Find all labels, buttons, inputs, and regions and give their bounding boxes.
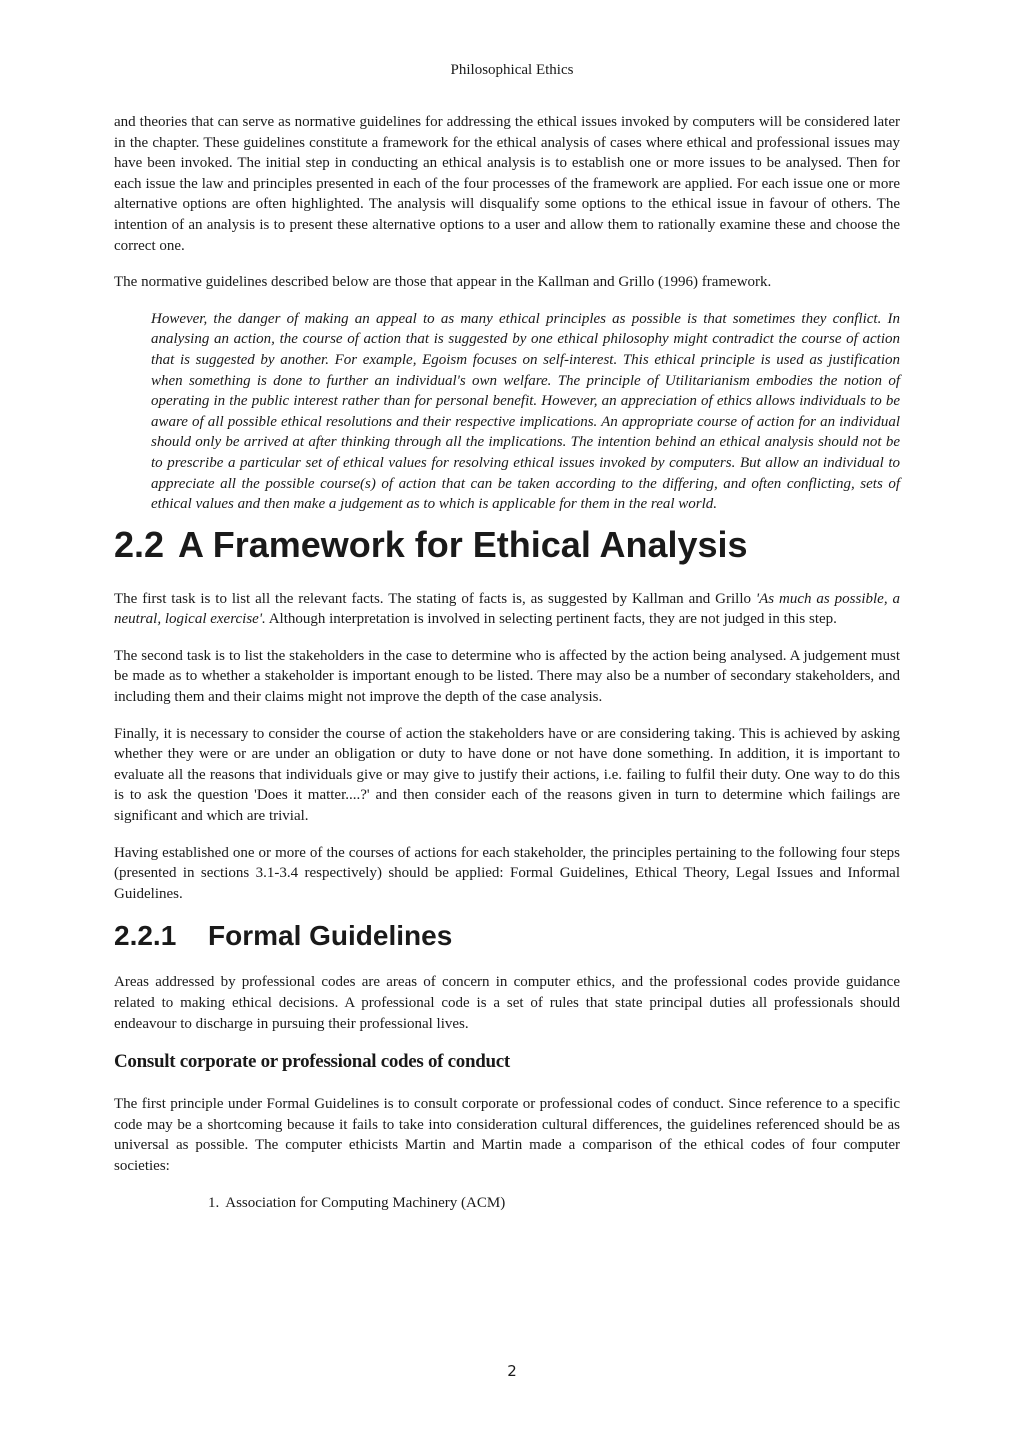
codes-of-conduct-heading: Consult corporate or professional codes of conduct [114,1051,510,1073]
list-item-text: Association for Computing Machinery (ACM) [225,1194,506,1211]
running-header: Philosophical Ethics [450,62,574,78]
framework-p1-quote: 'As much as possible, a neutral, logical exercise'. [114,590,901,628]
framework-paragraph-1 [114,589,900,630]
framework-p1-tail: Although interpretation is involved in selecting pertinent facts, they are not judged in this step. [265,611,837,628]
formal-guidelines-paragraph-1: Areas addressed by professional codes are areas of concern in computer ethics, and the professional codes provide guidance related to making ethical decisions. A professional code is a set of rules that state principal duties all professionals should endeavour to discharge in pursuing their professional lives. [114,974,900,1032]
intro-paragraph-1: and theories that can serve as normative guidelines for addressing the ethical issues invoked by computers will be considered later in the chapter. These guidelines constitute a framework for the ethical analysis of cases where ethical and professional issues may have been invoked. The initial step in conducting an ethical analysis is to establish one or more issues to be analysed. Then for each issue the law and principles presented in each of the four processes of the framework are applied. For each issue one or more alternative options are often highlighted. The analysis will disqualify some options to the ethical issue in favour of others. The intention of an analysis is to present these alternative options to a user and allow them to rationally examine these and choose the correct one. [114,114,900,254]
framework-paragraph-4: Having established one or more of the courses of actions for each stakeholder, the principles pertaining to the following four steps (presented in sections 3.1-3.4 respectively) should be applied: Formal Guidelines, Ethical Theory, Legal Issues and Informal Guidelines. [114,844,900,902]
section-heading-2-2-1 [114,920,900,952]
block-quote: However, the danger of making an appeal to as many ethical principles as possible is that sometimes they conflict. In analysing an action, the course of action that is suggested by one ethical philosophy might contradict the course of action that is suggested by another. For example, Egoism focuses on self-interest. This ethical principle is used as justification when something is done to further an individual's own welfare. The principle of Utilitarianism embodies the notion of operating in the public interest rather than for personal benefit. However, an appreciation of ethics allows individuals to be aware of all possible ethical resolutions and their respective implications. An appropriate course of action for an individual should only be arrived at after thinking through all the implications. The intention behind an ethical analysis should not be to prescribe a particular set of ethical values for resolving ethical issues invoked by computers. But allow an individual to appreciate all the possible course(s) of action that can be taken according to the differing, and often conflicting, sets of ethical values and then make a judgement as to which is applicable for them in the real world. [151,310,900,513]
framework-paragraph-3: Finally, it is necessary to consider the course of action the stakeholders have or are considering taking. This is achieved by asking whether they were or are under an obligation or duty to have done or not have done something. In addition, it is important to evaluate all the reasons that individuals give or may give to justify their actions, i.e. failing to fulfil their duty. One way to do this is to ask the question 'Does it matter....?' and then consider each of the reasons given in turn to determine which failings are significant and which are trivial. [114,725,900,825]
computer-societies-list [114,1193,900,1213]
framework-paragraph-2: The second task is to list the stakeholders in the case to determine who is affected by the action being analysed. A judgement must be made as to whether a stakeholder is important enough to be listed. There may also be a number of secondary stakeholders, and including them and their claims might not improve the depth of the case analysis. [114,647,900,706]
section-heading-2-2 [114,525,900,565]
intro-paragraph-2: The normative guidelines described below are those that appear in the Kallman and Grillo (1996) framework. [114,274,772,291]
formal-guidelines-paragraph-2: The first principle under Formal Guidelines is to consult corporate or professional codes of conduct. Since reference to a specific code may be a shortcoming because it fails to take into consideration cultural differences, the guidelines referenced should be as universal as possible. The computer ethicists Martin and Martin made a comparison of the ethical codes of four computer societies: [114,1096,900,1174]
framework-p1-lead: The first task is to list all the relevant facts. The stating of facts is, as suggested by Kallman and Grillo [114,590,756,607]
section-number: 2.2 [114,523,165,565]
page-body [114,112,900,1213]
list-item [208,1193,900,1213]
list-item-index: 1. [208,1194,220,1211]
page-number: 2 [507,1362,517,1380]
subsection-number: 2.2.1 [114,920,177,952]
section-title: A Framework for Ethical Analysis [178,523,748,565]
subsection-title: Formal Guidelines [208,920,453,952]
